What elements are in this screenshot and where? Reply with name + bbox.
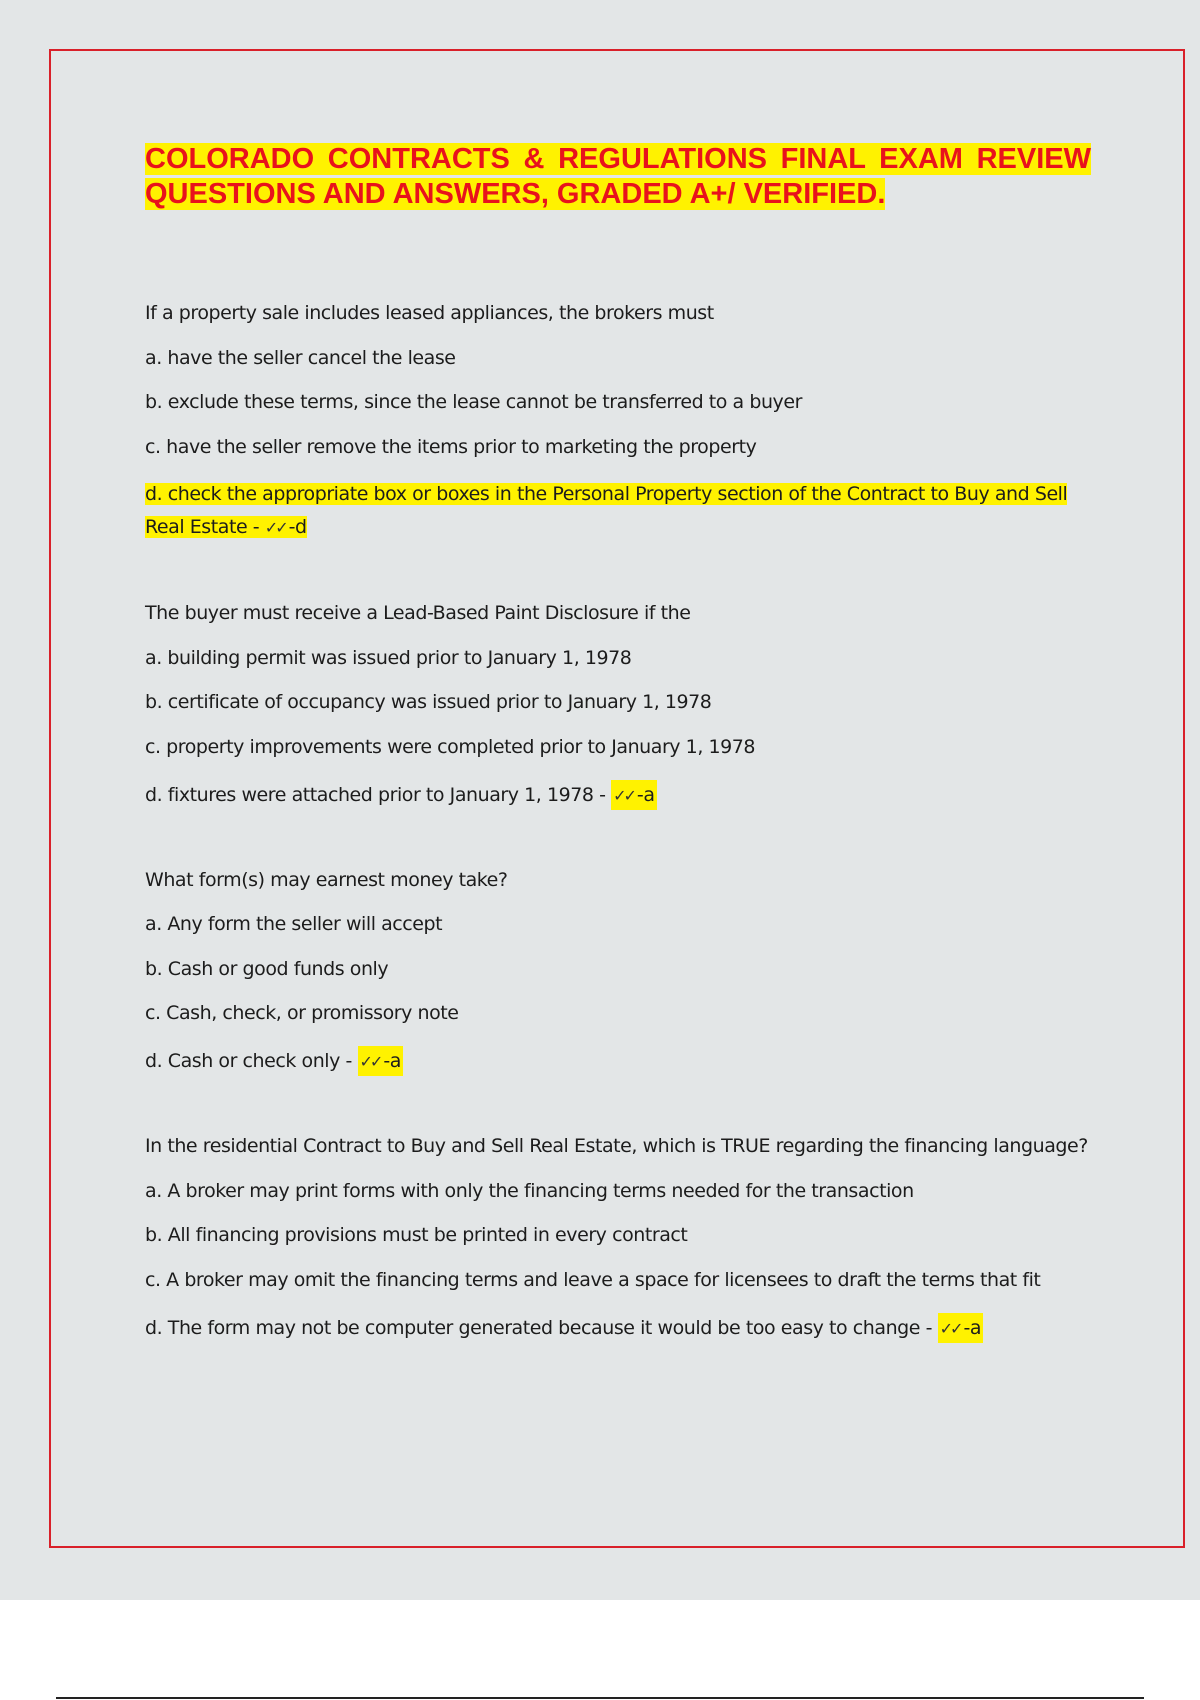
question-2-option-b: b. certificate of occupancy was issued prior to January 1, 1978 xyxy=(145,691,712,713)
question-1-option-a: a. have the seller cancel the lease xyxy=(145,346,456,369)
question-4-option-d-text: d. The form may not be computer generated because it would be too easy to change - xyxy=(145,1316,938,1339)
footer-rule xyxy=(56,1697,1144,1699)
question-3-stem: What form(s) may earnest money take? xyxy=(145,868,508,891)
question-1-option-c: c. have the seller remove the items prior to marketing the property xyxy=(145,435,757,458)
question-3-option-d xyxy=(145,1048,1095,1075)
question-3-option-d-text: d. Cash or check only - xyxy=(145,1050,358,1072)
question-4-option-a: a. A broker may print forms with only the financing terms needed for the transaction xyxy=(145,1179,914,1202)
question-2-option-d xyxy=(145,782,1095,809)
double-check-icon: ✓✓ xyxy=(613,785,634,805)
question-3-option-b: b. Cash or good funds only xyxy=(145,957,389,980)
question-1-option-d-text: d. check the appropriate box or boxes in the Personal Property section of the Contract to Buy and Sell Real Estate - xyxy=(145,483,1068,538)
title-block xyxy=(145,142,1091,212)
document-title-text: COLORADO CONTRACTS & REGULATIONS FINAL EXAM REVIEW QUESTIONS AND ANSWERS, GRADED A+/ VERIFIED. xyxy=(145,143,1091,210)
question-2-option-c: c. property improvements were completed prior to January 1, 1978 xyxy=(145,735,756,758)
question-3-answer: -a xyxy=(383,1050,401,1072)
question-4-option-d xyxy=(145,1315,1095,1342)
question-2-stem: The buyer must receive a Lead-Based Paint Disclosure if the xyxy=(145,602,691,624)
question-2-option-a: a. building permit was issued prior to January 1, 1978 xyxy=(145,646,632,669)
question-1-answer-highlight xyxy=(145,483,1067,538)
question-2-answer: -a xyxy=(636,783,655,806)
question-1-stem: If a property sale includes leased appliances, the brokers must xyxy=(145,302,714,324)
question-3-answer-marker xyxy=(358,1046,403,1076)
question-4-option-c: c. A broker may omit the financing terms and leave a space for licensees to draft the terms that fit xyxy=(145,1268,1041,1291)
question-4-answer-marker xyxy=(938,1313,983,1343)
question-4 xyxy=(145,1133,1095,1342)
double-check-icon: ✓✓ xyxy=(359,1052,381,1071)
document-title xyxy=(145,142,1091,212)
double-check-icon: ✓✓ xyxy=(264,518,286,537)
question-3 xyxy=(145,867,1095,1076)
question-1-option-d xyxy=(145,478,1095,544)
question-4-option-b: b. All financing provisions must be printed in every contract xyxy=(145,1224,688,1246)
question-2 xyxy=(145,600,1095,809)
question-4-stem: In the residential Contract to Buy and Sell Real Estate, which is TRUE regarding the financing language? xyxy=(145,1135,1088,1157)
question-4-answer: -a xyxy=(963,1316,982,1339)
double-check-icon: ✓✓ xyxy=(939,1318,961,1338)
question-1-option-b: b. exclude these terms, since the lease cannot be transferred to a buyer xyxy=(145,391,802,413)
question-1 xyxy=(145,300,1095,544)
question-1-answer: -d xyxy=(288,516,307,538)
question-2-answer-marker xyxy=(611,780,656,810)
question-list xyxy=(145,300,1095,1386)
question-3-option-c: c. Cash, check, or promissory note xyxy=(145,1002,459,1024)
question-3-option-a: a. Any form the seller will accept xyxy=(145,913,443,935)
question-2-option-d-text: d. fixtures were attached prior to January 1, 1978 - xyxy=(145,783,612,806)
